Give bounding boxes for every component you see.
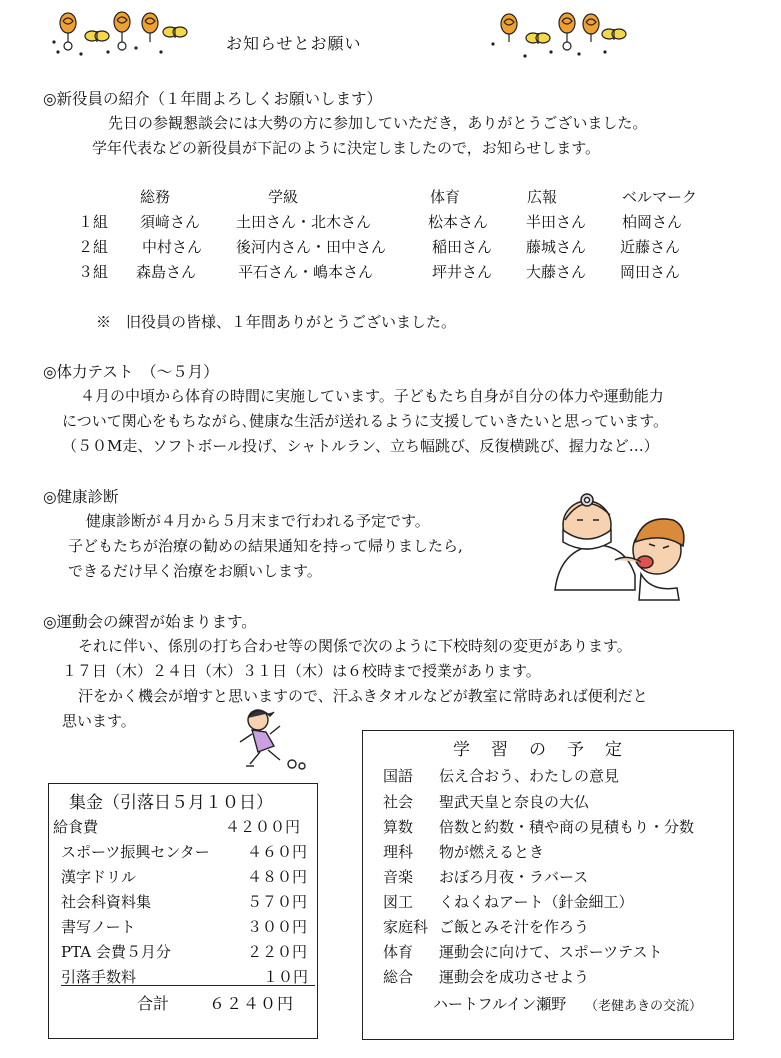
learning-schedule-box — [362, 730, 734, 1040]
schedule-content: 運動会を成功させよう — [439, 968, 590, 986]
fitness-heading: ◎体力テスト （～５月） — [43, 363, 219, 381]
column-header: 学級 — [268, 188, 299, 206]
payment-box — [48, 783, 318, 1039]
health-line-1: 健康診断が４月から５月末まで行われる予定です。 — [86, 512, 430, 530]
fitness-line-1: ４月の中頃から体育の時間に実施しています。子どもたち自身が自分の体力や運動能力 — [80, 387, 664, 405]
schedule-subject: 体育 — [383, 943, 414, 961]
payment-item-amount: ４８０円 — [247, 868, 308, 886]
table-cell: 坪井さん — [432, 263, 493, 281]
schedule-subject: 音楽 — [383, 868, 414, 886]
table-cell: 稲田さん — [432, 238, 493, 256]
schedule-content: ご飯とみそ汁を作ろう — [439, 918, 590, 936]
fitness-line-3: （５０M走、ソフトボール投げ、シャトルラン、立ち幅跳び、反復横跳び、握力など…） — [62, 437, 659, 455]
table-cell: 森島さん — [136, 263, 197, 281]
schedule-subject: 国語 — [383, 767, 414, 785]
payment-item-name: 漢字ドリル — [61, 868, 137, 886]
schedule-content: おぼろ月夜・ラバース — [439, 868, 589, 886]
schedule-subject: 総合 — [383, 968, 414, 986]
officers-heading: ◎新役員の紹介（１年間よろしくお願いします） — [43, 90, 383, 108]
health-line-3: できるだけ早く治療をお願いします。 — [68, 562, 322, 580]
column-header: 体育 — [430, 188, 461, 206]
payment-item-amount: ３００円 — [247, 918, 308, 936]
schedule-subject: 図工 — [383, 893, 414, 911]
officers-thanks: ※ 旧役員の皆様、１年間ありがとうございました。 — [96, 313, 457, 331]
balloons-right-illustration — [487, 12, 627, 62]
payment-item-name: 社会科資料集 — [61, 893, 152, 911]
schedule-subject: 社会 — [383, 793, 414, 811]
table-cell: 土田さん・北木さん — [236, 213, 372, 231]
table-cell: 藤城さん — [526, 238, 587, 256]
health-line-2: 子どもたちが治療の勧めの結果通知を持って帰りましたら, — [68, 537, 463, 555]
payment-item-name: 給食費 — [53, 818, 99, 836]
balloons-left-illustration — [46, 12, 186, 62]
class-label: １組 — [78, 213, 109, 231]
table-cell: 柏岡さん — [622, 213, 683, 231]
table-cell: 須﨑さん — [140, 213, 201, 231]
table-cell: 半田さん — [526, 213, 587, 231]
payment-item-amount: ４２００円 — [225, 818, 301, 836]
schedule-content: 伝え合おう、わたしの意見 — [439, 767, 620, 785]
payment-item-amount: ４６０円 — [247, 843, 308, 861]
schedule-subject: 家庭科 — [383, 918, 429, 936]
schedule-content: 聖武天皇と奈良の大仏 — [439, 793, 590, 811]
table-cell: 平石さん・嶋本さん — [238, 263, 374, 281]
payment-item-name: 引落手数料 — [61, 968, 137, 986]
schedule-subject: 算数 — [383, 818, 414, 836]
officers-intro-line-2: 学年代表などの新役員が下記のように決定しましたので，お知らせします。 — [92, 139, 601, 157]
schedule-extra-note: （老健あきの交流） — [585, 999, 703, 1014]
column-header: 総務 — [140, 188, 171, 206]
schedule-title: 学 習 の 予 定 — [453, 740, 624, 760]
total-label: 合計 — [137, 994, 170, 1013]
table-cell: 松本さん — [428, 213, 489, 231]
schedule-subject: 理科 — [383, 843, 414, 861]
total-divider — [61, 985, 315, 986]
table-cell: 中村さん — [142, 238, 203, 256]
schedule-content: 物が燃えるとき — [439, 843, 545, 861]
doctor-checkup-illustration — [545, 490, 695, 600]
payment-item-name: 書写ノート — [61, 918, 136, 936]
schedule-content: くねくねアート（針金細工） — [439, 893, 634, 911]
health-heading: ◎健康診断 — [43, 488, 119, 506]
table-cell: 大藤さん — [526, 263, 587, 281]
fitness-line-2: について関心をもちながら､健康な生活が送れるように支援していきたいと思っています。 — [62, 412, 669, 430]
class-label: ２組 — [78, 238, 109, 256]
total-amount: ６２４０円 — [209, 994, 295, 1013]
sports-day-line-3: 汗をかく機会が増すと思いますので、汗ふきタオルなどが教室に常時あれば便利だと — [78, 687, 648, 705]
payment-item-name: スポーツ振興センター — [61, 843, 210, 861]
payment-item-amount: １０円 — [263, 968, 309, 986]
schedule-extra: ハートフルイン瀬野 — [433, 995, 567, 1013]
sports-day-heading: ◎運動会の練習が始まります。 — [43, 613, 257, 631]
payment-item-amount: ５７０円 — [247, 893, 308, 911]
class-label: ３組 — [78, 263, 109, 281]
column-header: 広報 — [527, 188, 558, 206]
payment-title: 集金（引落日５月１０日） — [69, 793, 273, 813]
sports-day-line-4: 思います。 — [62, 712, 136, 730]
schedule-content: 倍数と約数・積や商の見積もり・分数 — [439, 818, 695, 836]
page-title: お知らせとお願い — [226, 34, 362, 53]
payment-item-amount: ２２０円 — [247, 943, 308, 961]
column-header: ベルマーク — [622, 188, 698, 206]
sports-day-line-2: １７日（木）２４日（木）３１日（木）は６校時まで授業があります。 — [62, 662, 541, 680]
officers-intro-line-1: 先日の参観懇談会には大勢の方に参加していただき，ありがとうございました。 — [108, 114, 648, 132]
table-cell: 近藤さん — [620, 238, 681, 256]
running-child-illustration — [232, 706, 312, 776]
payment-item-name: PTA 会費５月分 — [61, 943, 171, 961]
table-cell: 後河内さん・田中さん — [236, 238, 387, 256]
sports-day-line-1: それに伴い、係別の打ち合わせ等の関係で次のように下校時刻の変更があります。 — [78, 637, 632, 655]
schedule-content: 運動会に向けて、スポーツテスト — [439, 943, 663, 961]
table-cell: 岡田さん — [620, 263, 681, 281]
